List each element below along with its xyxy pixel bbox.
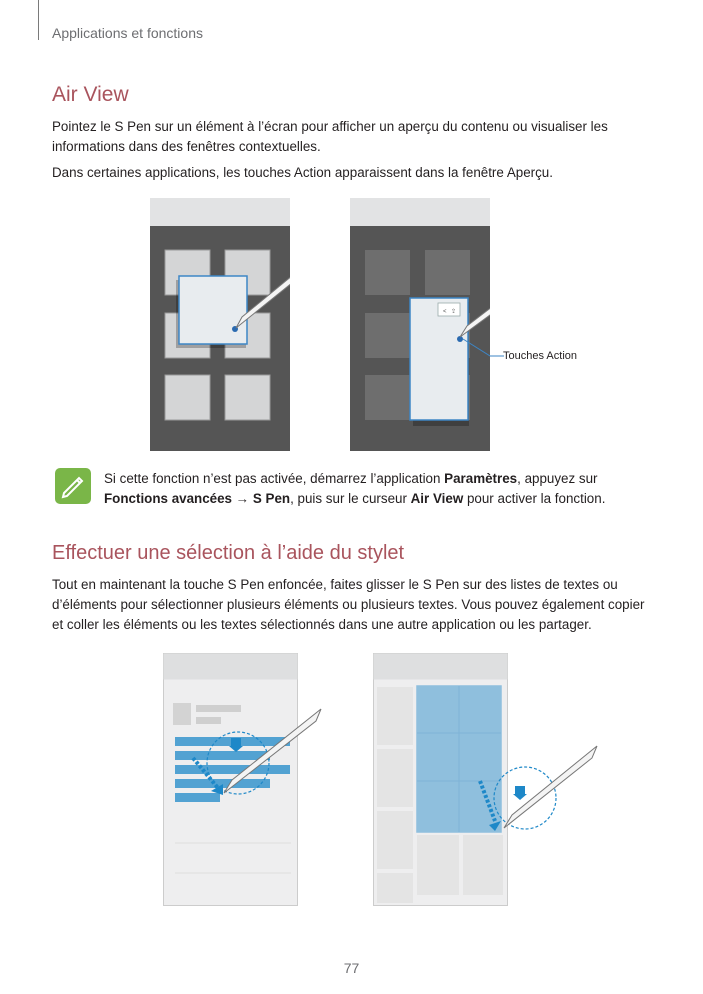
action-buttons (438, 303, 460, 316)
running-header: Applications et fonctions (52, 25, 203, 41)
header-rule (38, 0, 39, 40)
note-text: Si cette fonction n’est pas activée, démarrez l’application Paramètres, appuyez sur Fonctions avancées → S Pen, puis sur le curseur Air View pour activer la fonction. (104, 471, 606, 506)
air-view-illustration-left (150, 198, 290, 451)
air-view-heading: Air View (52, 83, 129, 106)
item-selection-illustration (373, 653, 603, 906)
selection-paragraph: Tout en maintenant la touche S Pen enfoncée, faites glisser le S Pen sur des listes de textes ou d’éléments pour sélectionner plusieurs éléments ou plusieurs textes. Vous pouvez également copier et coller les éléments ou les textes sélectionnés dans une autre application ou les partager. (52, 577, 645, 632)
air-view-paragraph-2: Dans certaines applications, les touches Action apparaissent dans la fenêtre Aperçu. (52, 165, 553, 180)
note-pencil-icon (55, 468, 91, 504)
action-buttons-callout: Touches Action (503, 350, 577, 362)
svg-text:<: < (443, 309, 447, 315)
callout-line (490, 349, 504, 359)
preview-window (179, 276, 247, 344)
air-view-paragraph-1: Pointez le S Pen sur un élément à l’écran pour afficher un aperçu du contenu ou visualiser les informations dans des fenêtres contextuelles. (52, 119, 608, 154)
text-selection-illustration (163, 653, 353, 906)
air-view-illustration-right (350, 198, 490, 451)
page-number: 77 (343, 960, 360, 976)
selection-heading: Effectuer une sélection à l’aide du stylet (52, 542, 405, 564)
svg-text:⇪: ⇪ (451, 309, 457, 315)
